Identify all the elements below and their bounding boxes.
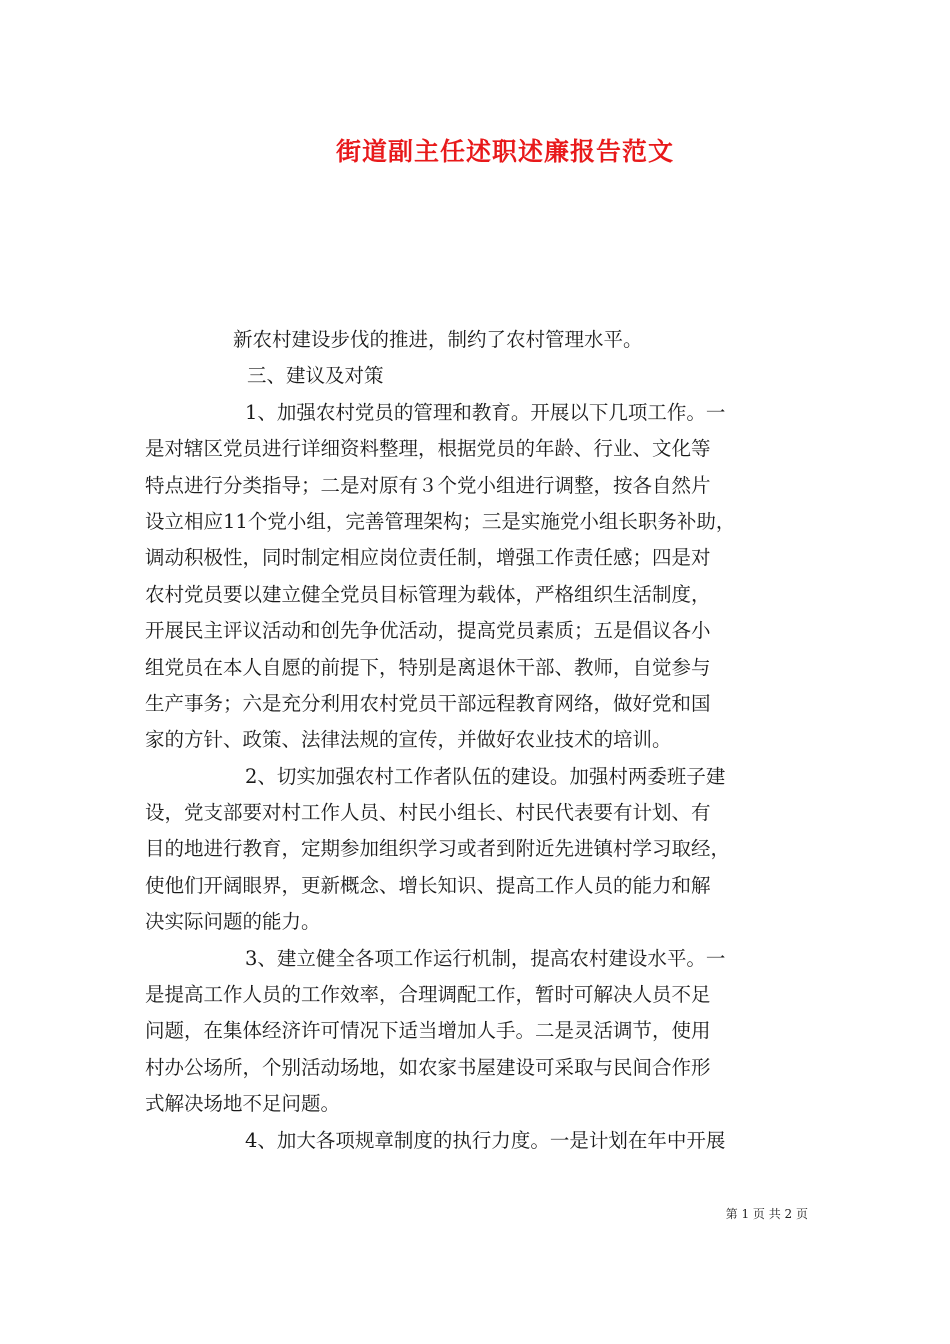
- document-body: [145, 322, 813, 1159]
- text-line: 组党员在本人自愿的前提下，特别是离退休干部、教师，自觉参与: [145, 655, 711, 679]
- text-line: 是提高工作人员的工作效率，合理调配工作，暂时可解决人员不足: [145, 983, 711, 1007]
- text-line: 2、切实加强农村工作者队伍的建设。加强村两委班子建: [245, 764, 726, 788]
- text-line: 生产事务；六是充分利用农村党员干部远程教育网络，做好党和国: [145, 691, 711, 715]
- text-line: 是对辖区党员进行详细资料整理，根据党员的年龄、行业、文化等: [145, 437, 711, 461]
- text-line: 式解决场地不足问题。: [145, 1092, 341, 1116]
- text-line: 决实际问题的能力。: [145, 910, 321, 934]
- text-line: 设，党支部要对村工作人员、村民小组长、村民代表要有计划、有: [145, 801, 711, 825]
- text-line: 问题，在集体经济许可情况下适当增加人手。二是灵活调节，使用: [145, 1019, 711, 1043]
- text-line: 使他们开阔眼界，更新概念、增长知识、提高工作人员的能力和解: [145, 873, 711, 897]
- text-line: 特点进行分类指导；二是对原有３个党小组进行调整，按各自然片: [145, 473, 711, 497]
- text-line: 新农村建设步伐的推进，制约了农村管理水平。: [233, 328, 643, 351]
- text-line: 家的方针、政策、法律法规的宣传，并做好农业技术的培训。: [145, 728, 672, 752]
- text-line: 设立相应11个党小组，完善管理架构；三是实施党小组长职务补助，: [145, 509, 736, 533]
- text-line: 3、建立健全各项工作运行机制，提高农村建设水平。一: [245, 946, 726, 970]
- text-line: 村办公场所，个别活动场地，如农家书屋建设可采取与民间合作形: [145, 1055, 711, 1079]
- text-line: 农村党员要以建立健全党员目标管理为载体，严格组织生活制度，: [145, 582, 711, 606]
- text-line: 1、加强农村党员的管理和教育。开展以下几项工作。一: [245, 400, 726, 424]
- text-line: 调动积极性，同时制定相应岗位责任制，增强工作责任感；四是对: [145, 546, 711, 570]
- text-line: 目的地进行教育，定期参加组织学习或者到附近先进镇村学习取经，: [145, 837, 731, 861]
- text-line: 4、加大各项规章制度的执行力度。一是计划在年中开展: [245, 1128, 726, 1152]
- document-title: 街道副主任述职述廉报告范文: [335, 137, 674, 166]
- section-heading: 三、建议及对策: [247, 364, 384, 388]
- text-line: 开展民主评议活动和创先争优活动，提高党员素质；五是倡议各小: [145, 619, 711, 643]
- page-number: 第 1 页 共 2 页: [725, 1207, 808, 1221]
